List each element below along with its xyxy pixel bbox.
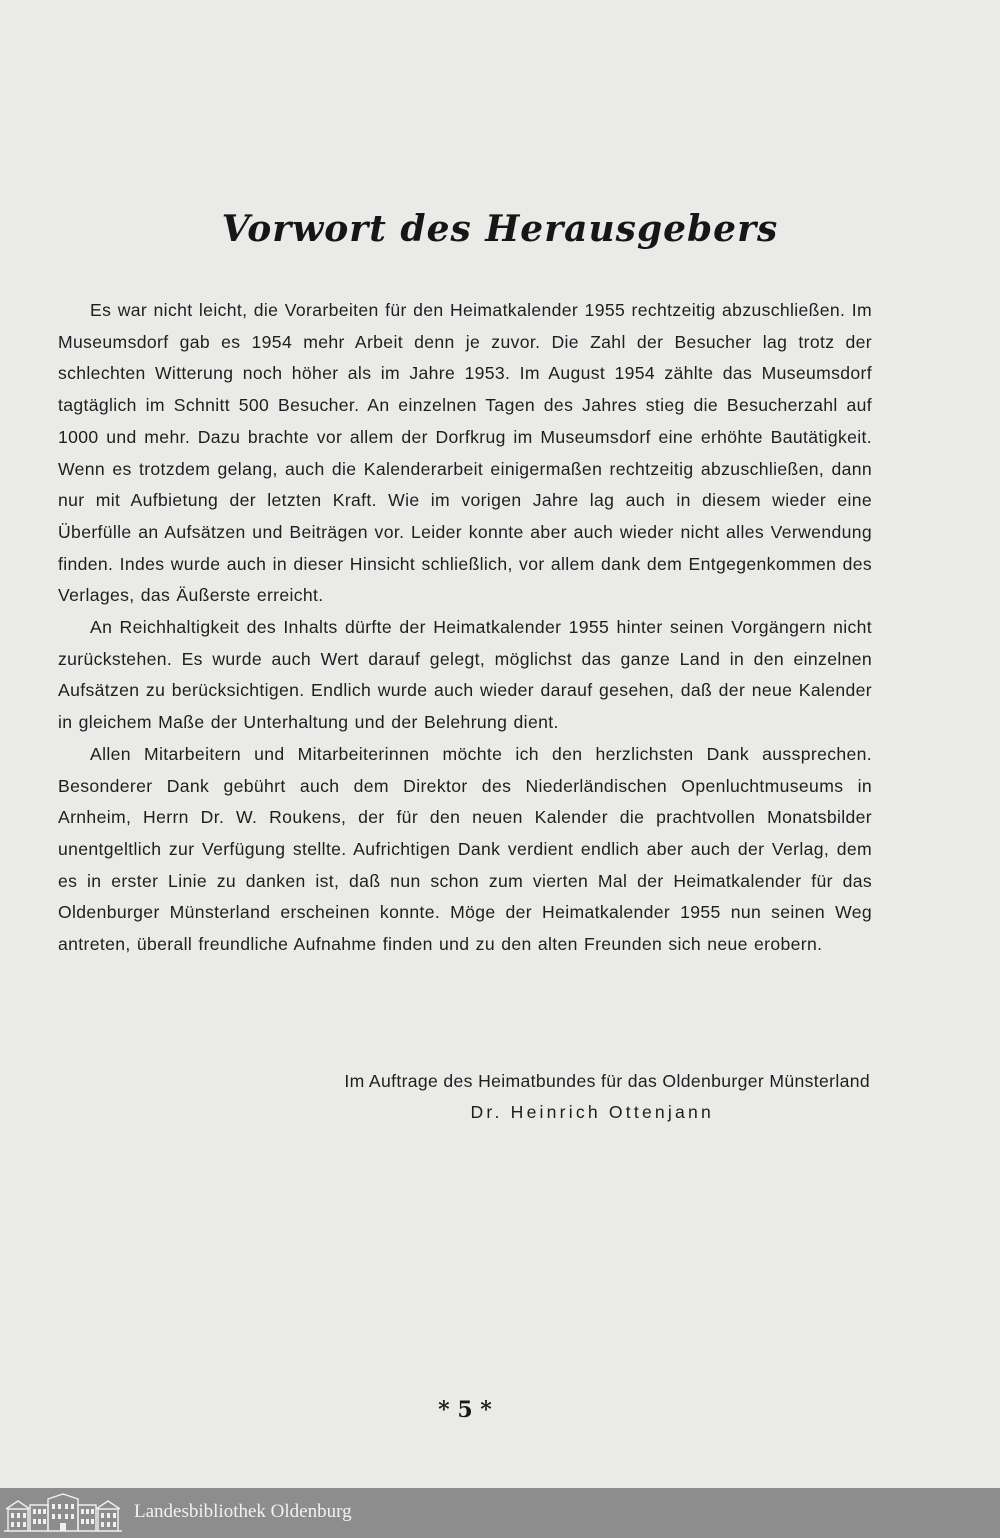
paragraph-2: An Reichhaltigkeit des Inhalts dürfte der Heimatkalender 1955 hinter seinen Vorgängern nicht zurückstehen. Es wurde auch Wert darauf gelegt, möglichst das ganze Land in den einzelnen Aufsätzen zu berücksichtigen. Endlich wurde auch wieder darauf gesehen, daß der neue Kalender in gleichem Maße der Unterhaltung und der Belehrung dient. (58, 617, 872, 733)
library-building-icon (2, 1493, 124, 1533)
signature-line: Im Auftrage des Heimatbundes für das Oldenburger Münsterland (344, 1071, 870, 1091)
paragraph-1: Es war nicht leicht, die Vorarbeiten für den Heimatkalender 1955 rechtzeitig abzuschließen. Im Museumsdorf gab es 1954 mehr Arbeit denn je zuvor. Die Zahl der Besucher lag trotz der schlechten Witterung noch höher als im Jahre 1953. Im August 1954 zählte das Museumsdorf tagtäglich im Schnitt 500 Besucher. An einzelnen Tagen des Jahres stieg die Besucherzahl auf 1000 und mehr. Dazu brachte vor allem der Dorfkrug im Museumsdorf eine erhöhte Bautätigkeit. Wenn es trotzdem gelang, auch die Kalenderarbeit einigermaßen rechtzeitig abzuschließen, dann nur mit Aufbietung der letzten Kraft. Wie im vorigen Jahre lag auch in diesem wieder eine Überfülle an Aufsätzen und Beiträgen vor. Leider konnte aber auch wieder nicht alles Verwendung finden. Indes wurde auch in dieser Hinsicht schließlich, vor allem dank dem Entgegenkommen des Verlages, das Äußerste erreicht. (58, 300, 872, 606)
paragraph-3: Allen Mitarbeitern und Mitarbeiterinnen möchte ich den herzlichsten Dank aussprechen. Besonderer Dank gebührt auch dem Direktor des Niederländischen Openluchtmuseums in Arnheim, Herrn Dr. W. Roukens, der für den neuen Kalender die prachtvollen Monatsbilder unentgeltlich zur Verfügung stellte. Aufrichtigen Dank verdient endlich aber auch der Verlag, dem es in erster Linie zu danken ist, daß nun schon zum vierten Mal der Heimatkalender für das Oldenburger Münsterland erscheinen konnte. Möge der Heimatkalender 1955 nun seinen Weg antreten, überall freundliche Aufnahme finden und zu den alten Freunden sich neue erobern. (58, 743, 872, 955)
library-name: Landesbibliothek Oldenburg (134, 1501, 352, 1522)
signature-name: Dr. Heinrich Ottenjann (470, 1102, 714, 1122)
library-footer (0, 1488, 1000, 1538)
preface-text (58, 295, 872, 961)
page-title: Vorwort des Herausgebers (221, 208, 779, 250)
page-number: * 5 * (438, 1397, 492, 1423)
signature-block (0, 1066, 870, 1128)
